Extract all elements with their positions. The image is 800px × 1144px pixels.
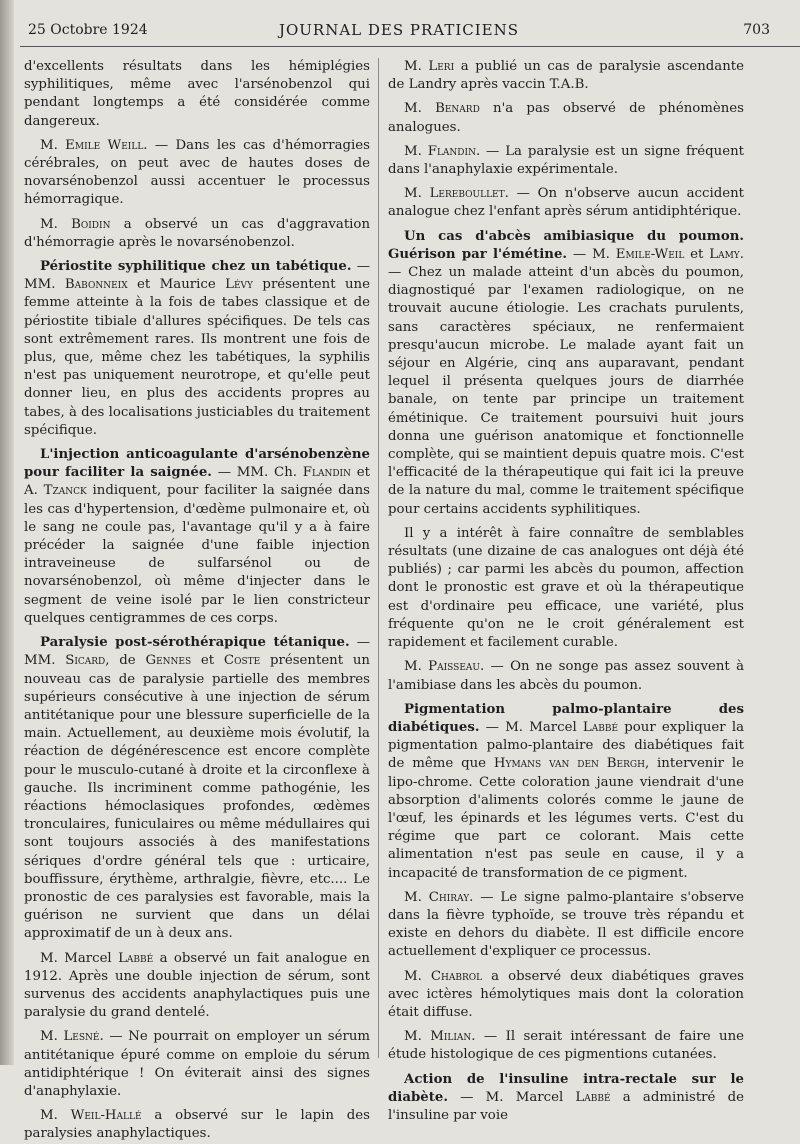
- journal-title: JOURNAL DES PRATICIENS: [278, 21, 520, 39]
- paragraph: M. Lesné. — Ne pourrait on employer un sérum antitétanique épuré comme on emploie du sérum antidiphtérique ! On éviterait ainsi des signes d'anaphylaxie.: [24, 1029, 371, 1099]
- paragraph: M. Lereboullet. — On n'observe aucun accident analogue chez l'enfant après sérum antidiphtérique.: [388, 186, 744, 220]
- page-header: [28, 18, 770, 42]
- paragraph: M. Marcel Labbé a observé un fait analogue en 1912. Après une double injection de sérum, sont survenus des accidents anaphylactiques puis une paralysie du grand dentelé.: [24, 950, 370, 1021]
- paragraph: M. Paisseau. — On ne songe pas assez souvent à l'amibiase dans les abcès du poumon.: [388, 659, 745, 693]
- paragraph: M. Chabrol a observé deux diabétiques graves avec ictères hémolytiques mais dont la coloration était diffuse.: [388, 968, 745, 1020]
- paragraph: Pigmentation palmo-plantaire des diabétiques. — M. Marcel Labbé pour expliquer la pigmentation palmo-plantaire des diabétiques fait de même que Hymans van den Bergh, intervenir le lipo-chrome. Cette coloration jaune viendrait d'une absorption d'aliments colorés comme le jaune de l'œuf, les épinards et les légumes verts. C'est du régime que part ce colorant. Mais cette alimentation n'est pas seule en cause, il y a incapacité de transformation de ce pigment.: [388, 701, 744, 881]
- paragraph: Un cas d'abcès amibiasique du poumon. Guérison par l'émétine. — M. Emile-Weil et Lamy. — Chez un malade atteint d'un abcès du poumon, diagnostiqué par l'examen radiologique, on ne trouvait aucune étiologie. Les crachats purulents, sans caractères spéciaux, ne renfermaient presqu'aucun microbe. Le malade ayant fait un séjour en Algérie, cinq ans auparavant, pendant lequel il présenta quelques jours de diarrhée banale, on tente par principe un traitement émétinique. Ce traitement poursuivi huit jours donna une guérison anatomique et fonctionnelle complète, qui se maintient depuis quatre mois. C'est l'efficacité de la thérapeutique qui fait ici la preuve de la nature du mal, comme le traitement spécifique pour certains accidents syphilitiques.: [388, 228, 744, 517]
- paragraph: Paralysie post-sérothérapique tétanique. — MM. Sicard, de Gennes et Coste présentent un nouveau cas de paralysie partielle des membres supérieurs consécutive à une injection de sérum antitétanique pour une blessure superficielle de la main. Actuellement, au deuxième mois évolutif, la réaction de dégénérescence est encore complète pour le musculo-cutané à droite et la circonflexe à gauche. Ils incriminent comme pathogénie, les réactions hémoclasiques profondes, œdèmes tronculaires, funiculaires ou même médullaires qui sont toujours associés à des manifestations sériques d'ordre général tels que : urticaire, bouffissure, érythème, arthralgie, fièvre, etc.... Le pronostic de ces paralysies est favorable, mais la guérison ne survient que dans un délai approximatif de un à deux ans.: [24, 635, 370, 942]
- section-heading: Périostite syphilitique chez un tabétique.: [40, 259, 352, 275]
- paragraph: M. Flandin. — La paralysie est un signe fréquent dans l'anaphylaxie expérimentale.: [388, 143, 744, 178]
- paragraph: Il y a intérêt à faire connaître de semblables résultats (une dizaine de cas analogues ont déjà été publiés) ; car parmi les abcès du poumon, affection dont le pronostic est grave et où la thérapeutique est d'ordinaire peu efficace, une variété, plus fréquente qu'on ne le croit généralement est rapidement et facilement curable.: [388, 525, 744, 651]
- paragraph: L'injection anticoagulante d'arsénobenzène pour faciliter la saignée. — MM. Ch. Flandin et A. Tzanck indiquent, pour faciliter la saignée dans les cas d'hypertension, d'œdème pulmonaire et, où le sang ne coule pas, l'avantage qu'il y a à faire précéder la saignée d'une faible injection intraveineuse de sulfarsénol ou de novarsénobenzol, où même d'injecter dans le segment de veine isolé par le lien constricteur quelques centigrammes de ces corps.: [24, 447, 371, 626]
- section-heading: Pigmentation palmo-plantaire des diabétiques.: [388, 701, 744, 735]
- header-date: 25 Octobre 1924: [28, 22, 148, 38]
- section-heading: Action de l'insuline intra-rectale sur le diabète.: [388, 1071, 744, 1105]
- paragraph: Action de l'insuline intra-rectale sur le diabète. — M. Marcel Labbé a administré de l'insuline par voie: [388, 1071, 744, 1123]
- section-heading: Un cas d'abcès amibiasique du poumon. Guérison par l'émétine.: [388, 228, 744, 262]
- paragraph: M. Chiray. — Le signe palmo-plantaire s'observe dans la fièvre typhoïde, se trouve très répandu et existe en dehors du diabète. Il est difficile encore actuellement d'expliquer ce processus.: [388, 889, 744, 960]
- header-rule: [20, 46, 800, 47]
- left-column: [24, 58, 371, 1142]
- paragraph: M. Weil-Hallé a observé sur le lapin des paralysies anaphylactiques.: [24, 1108, 370, 1142]
- paragraph: d'excellents résultats dans les hémiplégies syphilitiques, même avec l'arsénobenzol qui pendant longtemps a été considérée comme dangereux.: [24, 59, 370, 129]
- section-heading: L'injection anticoagulante d'arsénobenzène pour faciliter la saignée.: [24, 447, 370, 481]
- column-divider: [378, 58, 379, 1058]
- paragraph: M. Emile Weill. — Dans les cas d'hémorragies cérébrales, on peut avec de hautes doses de novarsénobenzol aussi accentuer le processus hémorragique.: [24, 137, 370, 208]
- paragraph: M. Benard n'a pas observé de phénomènes analogues.: [388, 101, 744, 135]
- paragraph: Périostite syphilitique chez un tabétique. — MM. Babonneix et Maurice Lévy présentent une femme atteinte à la fois de tabes classique et de périostite tibiale d'allures spécifiques. De tels cas sont extrêmement rares. Ils montrent une fois de plus, que, même chez les tabétiques, la syphilis n'est pas uniquement neurotrope, et qu'elle peut donner lieu, en plus des accidents propres au tabes, à des localisations justiciables du traitement spécifique.: [24, 259, 370, 438]
- paragraph: M. Boidin a observé un cas d'aggravation d'hémorragie après le novarsénobenzol.: [24, 216, 371, 250]
- page-number: 703: [743, 22, 770, 38]
- right-column: [388, 58, 745, 1123]
- section-heading: Paralysie post-sérothérapique tétanique.: [40, 635, 350, 651]
- paragraph: M. Milian. — Il serait intéressant de faire une étude histologique de ces pigmentions cutanées.: [388, 1029, 745, 1063]
- page-binding-shadow: [0, 0, 14, 1065]
- paragraph: M. Leri a publié un cas de paralysie ascendante de Landry après vaccin T.A.B.: [388, 59, 744, 93]
